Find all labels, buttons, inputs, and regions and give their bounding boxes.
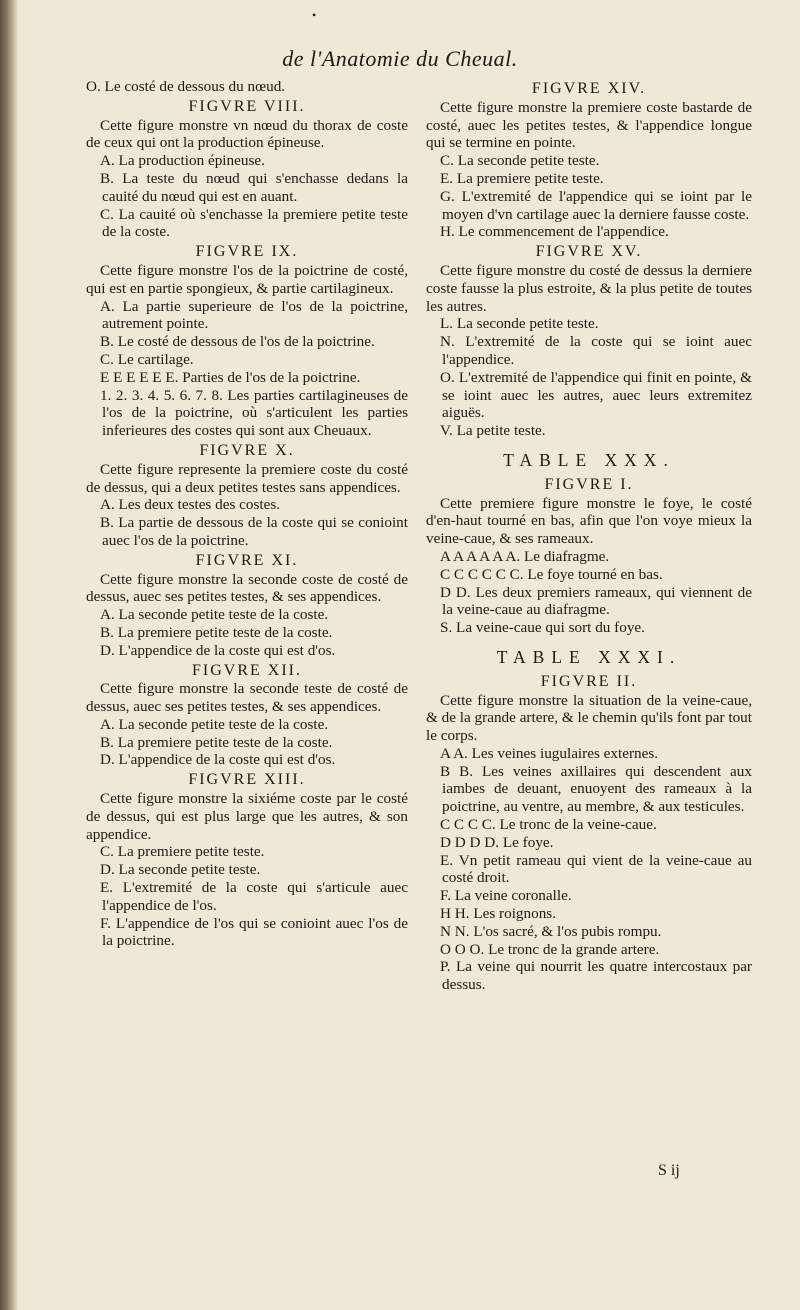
legend-entry: S. La veine-caue qui sort du foye. [440, 619, 645, 637]
legend-entry: O O O. Le tronc de la grande artere. [440, 940, 660, 958]
legend-entry: G. L'extremité de l'appendice qui se ioint par le moyen d'vn cartilage auec la derniere fausse coste. [440, 187, 752, 223]
legend-entry: E. L'extremité de la coste qui s'articule auec l'appendice de l'os. [100, 879, 408, 914]
figure-description: Cette figure monstre du costé de dessus la derniere coste fausse la plus estroite, & la plus petite de toutes les autres. [426, 261, 752, 315]
figure-description: Cette figure monstre la seconde teste de costé de dessus, auec ses petites testes, & ses appendices. [86, 680, 408, 716]
legend-entry: B. La premiere petite teste de la coste. [100, 623, 333, 641]
legend-entry: B. Le costé de dessous de l'os de la poictrine. [100, 333, 375, 351]
signature-mark: S ij [658, 1162, 680, 1179]
legend-entry: F. La veine coronalle. [440, 887, 572, 905]
legend-entry: C C C C C C. Le foye tourné en bas. [440, 565, 663, 583]
legend-entry: B B. Les veines axillaires qui descendent aux iambes de deuant, enuoyent des rameaux à la poictrine, au ventre, au membre, & aux testicules. [440, 762, 752, 816]
figure-heading: FIGVRE I. [544, 475, 634, 493]
text-line: O. Le costé de dessous du nœud. [86, 78, 286, 95]
figure-heading: FIGVRE X. [199, 441, 295, 459]
figure-description: Cette figure monstre la seconde coste de costé de dessus, auec ses petites testes, & ses appendices. [86, 570, 408, 606]
legend-entry: A A. Les veines iugulaires externes. [440, 744, 659, 762]
legend-entry: F. L'appendice de l'os qui se conioint auec l'os de la poictrine. [100, 914, 408, 950]
legend-entry: V. La petite teste. [440, 422, 546, 440]
legend-entry: C. Le cartilage. [100, 350, 194, 368]
legend-entry: E. La premiere petite teste. [440, 169, 604, 187]
legend-entry: B. La partie de dessous de la coste qui se conioint auec l'os de la poictrine. [100, 514, 408, 549]
legend-entry: A. Les deux testes des costes. [100, 496, 281, 514]
legend-entry: A. La seconde petite teste de la coste. [100, 606, 329, 624]
table-heading: TABLE XXXI. [496, 646, 682, 667]
legend-entry: D D D D. Le foye. [440, 833, 554, 851]
right-column [426, 78, 752, 994]
legend-entry: D. L'appendice de la coste qui est d'os. [100, 641, 336, 659]
figure-heading: FIGVRE II. [540, 672, 638, 690]
legend-entry: D D. Les deux premiers rameaux, qui viennent de la veine-caue au diafragme. [440, 583, 752, 619]
legend-entry: E E E E E E. Parties de l'os de la poictrine. [100, 368, 361, 386]
legend-entry: N N. L'os sacré, & l'os pubis rompu. [440, 922, 662, 940]
legend-entry: A. La seconde petite teste de la coste. [100, 715, 329, 733]
top-mark: • [312, 8, 317, 22]
figure-heading: FIGVRE XIV. [531, 80, 647, 97]
legend-entry: O. L'extremité de l'appendice qui finit en pointe, & se ioint auec les autres, auec leurs extremitez aiguës. [440, 368, 752, 422]
figure-description: Cette figure monstre la sixiéme coste par le costé de dessus, qui est plus large que les autres, & son appendice. [86, 790, 408, 843]
running-head: de l'Anatomie du Cheual. [282, 46, 518, 71]
legend-entry: A. La production épineuse. [100, 152, 265, 170]
legend-entry: D. La seconde petite teste. [100, 861, 261, 879]
legend-entry: P. La veine qui nourrit les quatre intercostaux par dessus. [440, 958, 752, 994]
figure-description: Cette premiere figure monstre le foye, le costé d'en-haut tourné en bas, afin que l'on voye mieux la veine-caue, & ses rameaux. [426, 494, 752, 548]
figure-heading: FIGVRE XV. [535, 243, 643, 261]
legend-entry: C. La premiere petite teste. [100, 843, 265, 861]
figure-heading: FIGVRE XII. [192, 661, 302, 679]
figure-heading: FIGVRE XIII. [188, 771, 306, 789]
legend-entry: 1. 2. 3. 4. 5. 6. 7. 8. Les parties cartilagineuses de l'os de la poictrine, où s'articulent les parties inferieures des costes qui sont aux Cheuaux. [100, 386, 408, 440]
left-column [86, 78, 408, 950]
legend-entry: C C C C. Le tronc de la veine-caue. [440, 816, 657, 834]
legend-entry: N. L'extremité de la coste qui se ioint auec l'appendice. [440, 333, 752, 368]
legend-entry: L. La seconde petite teste. [440, 315, 599, 333]
legend-entry: B. La premiere petite teste de la coste. [100, 733, 333, 751]
table-heading: TABLE XXX. [503, 449, 675, 470]
legend-entry: C. La seconde petite teste. [440, 152, 600, 170]
figure-description: Cette figure represente la premiere coste du costé de dessus, qui a deux petites testes sans appendices. [86, 460, 408, 496]
figure-description: Cette figure monstre la situation de la veine-caue, & de la grande artere, & le chemin qu'ils font par tout le corps. [426, 691, 752, 745]
legend-entry: D. L'appendice de la coste qui est d'os. [100, 751, 336, 769]
legend-entry: A. La partie superieure de l'os de la poictrine, autrement pointe. [100, 297, 408, 333]
figure-heading: FIGVRE VIII. [188, 97, 306, 115]
figure-description: Cette figure monstre l'os de la poictrine de costé, qui est en partie spongieux, & partie cartilagineux. [86, 261, 408, 297]
legend-entry: E. Vn petit rameau qui vient de la veine-caue au costé droit. [440, 851, 752, 887]
legend-entry: C. La cauité où s'enchasse la premiere petite teste de la coste. [100, 205, 408, 241]
legend-entry: H. Le commencement de l'appendice. [440, 223, 669, 241]
figure-heading: FIGVRE XI. [195, 551, 299, 569]
legend-entry: H H. Les roignons. [440, 905, 557, 923]
figure-heading: FIGVRE IX. [195, 243, 299, 261]
figure-description: Cette figure monstre la premiere coste bastarde de costé, auec les petites testes, & l'appendice longue qui se termine en pointe. [426, 98, 752, 152]
page-binding-shadow [0, 0, 18, 1310]
legend-entry: B. La teste du nœud qui s'enchasse dedans la cauité du nœud qui est en auant. [100, 169, 408, 205]
legend-entry: A A A A A A. Le diafragme. [440, 547, 610, 565]
figure-description: Cette figure monstre vn nœud du thorax de coste de ceux qui ont la production épineuse. [86, 116, 408, 152]
